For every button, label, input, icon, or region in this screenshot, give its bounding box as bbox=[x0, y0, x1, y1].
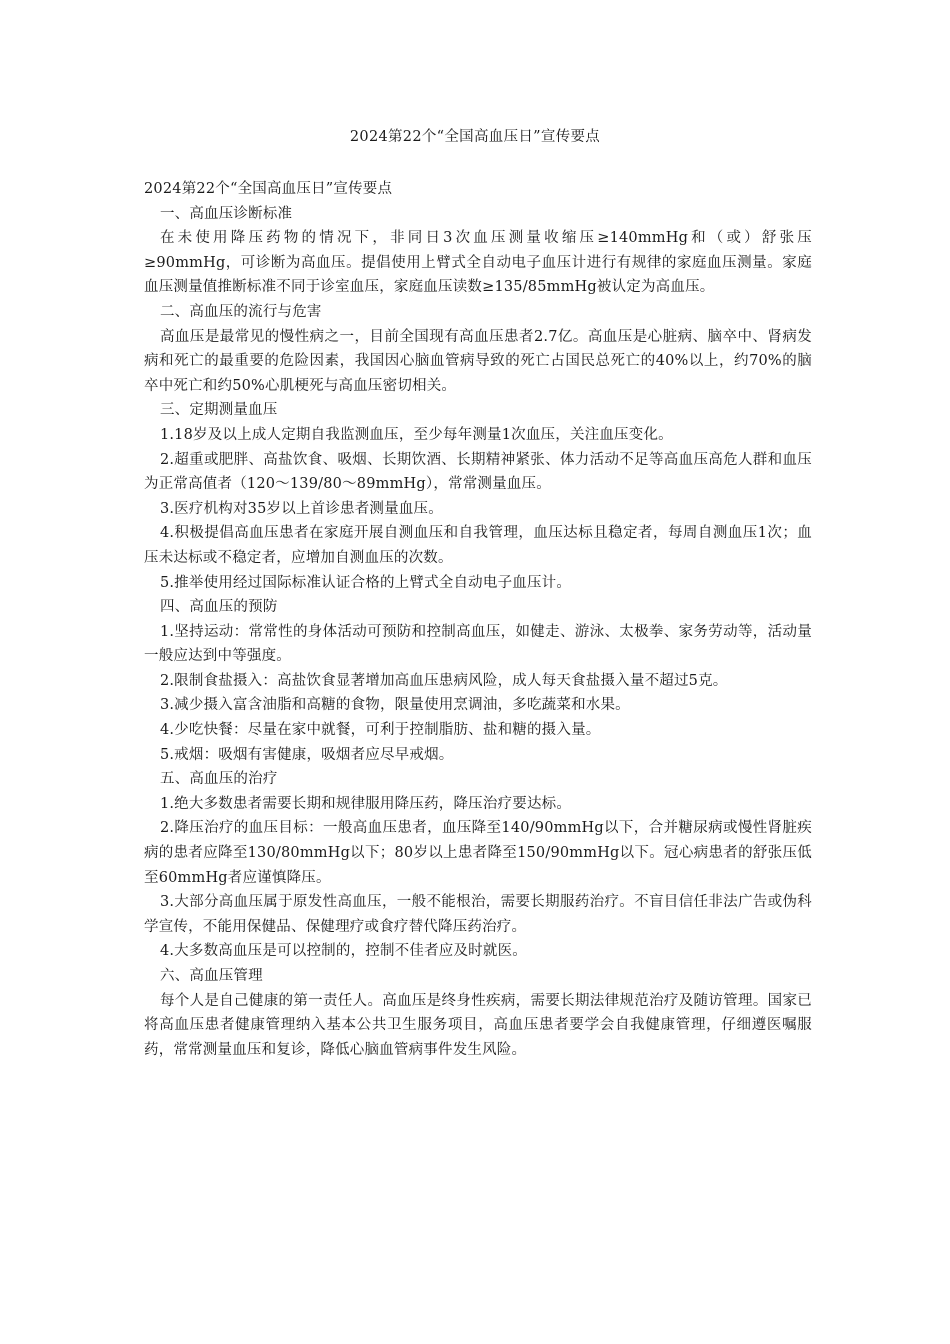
section-heading-4: 四、高血压的预防 bbox=[159, 599, 278, 616]
list-item: 2.降压治疗的血压目标：一般高血压患者，血压降至140/90mmHg以下，合并糖尿病或慢性肾脏疾病的患者应降至130/80mmHg以下；80岁以上患者降至150/90mmHg以下。冠心病患者的舒张压低至60mmHg者应谨慎降压。 bbox=[144, 820, 812, 886]
list-item: 2.超重或肥胖、高盐饮食、吸烟、长期饮酒、长期精神紧张、体力活动不足等高血压高危人群和血压为正常高值者（120～139/80～89mmHg），常常测量血压。 bbox=[144, 451, 812, 493]
list-item: 1.坚持运动：常常性的身体活动可预防和控制高血压，如健走、游泳、太极拳、家务劳动等，活动量一般应达到中等强度。 bbox=[144, 623, 812, 665]
list-item: 4.少吃快餐：尽量在家中就餐，可利于控制脂肪、盐和糖的摄入量。 bbox=[159, 722, 601, 739]
section-heading-2: 二、高血压的流行与危害 bbox=[159, 303, 322, 320]
list-item: 2.限制食盐摄入：高盐饮食显著增加高血压患病风险，成人每天食盐摄入量不超过5克。 bbox=[159, 672, 728, 689]
list-item: 3.大部分高血压属于原发性高血压，一般不能根治，需要长期服药治疗。不盲目信任非法广告或伪科学宣传，不能用保健品、保健理疗或食疗替代降压药治疗。 bbox=[144, 894, 812, 935]
document-body bbox=[144, 177, 812, 1062]
paragraph-subtitle: 2024第22个“全国高血压日”宣传要点 bbox=[144, 181, 393, 197]
list-item: 4.积极提倡高血压患者在家庭开展自测血压和自我管理，血压达标且稳定者，每周自测血压1次；血压未达标或不稳定者，应增加自测血压的次数。 bbox=[144, 525, 812, 566]
paragraph: 在未使用降压药物的情况下，非同日3次血压测量收缩压≥140mmHg和（或）舒张压≥90mmHg，可诊断为高血压。提倡使用上臂式全自动电子血压计进行有规律的家庭血压测量。家庭血压测量值推断标准不同于诊室血压，家庭血压读数≥135/85mmHg被认定为高血压。 bbox=[144, 230, 812, 296]
paragraph: 每个人是自己健康的第一责任人。高血压是终身性疾病，需要长期法律规范治疗及随访管理。国家已将高血压患者健康管理纳入基本公共卫生服务项目，高血压患者要学会自我健康管理，仔细遵医嘱服药，常常测量血压和复诊，降低心脑血管病事件发生风险。 bbox=[144, 992, 812, 1058]
list-item: 4.大多数高血压是可以控制的，控制不佳者应及时就医。 bbox=[159, 943, 527, 960]
list-item: 1.绝大多数患者需要长期和规律服用降压药，降压治疗要达标。 bbox=[159, 795, 572, 812]
paragraph: 高血压是最常见的慢性病之一，目前全国现有高血压患者2.7亿。高血压是心脏病、脑卒中、肾病发病和死亡的最重要的危险因素，我国因心脑血管病导致的死亡占国民总死亡的40%以上，约70%的脑卒中死亡和约50%心肌梗死与高血压密切相关。 bbox=[144, 328, 812, 394]
list-item: 5.戒烟：吸烟有害健康，吸烟者应尽早戒烟。 bbox=[159, 746, 454, 763]
document-title: 2024第22个“全国高血压日”宣传要点 bbox=[349, 129, 601, 145]
section-heading-3: 三、定期测量血压 bbox=[159, 402, 278, 419]
section-heading-5: 五、高血压的治疗 bbox=[159, 771, 278, 788]
list-item: 3.医疗机构对35岁以上首诊患者测量血压。 bbox=[159, 500, 443, 517]
section-heading-6: 六、高血压管理 bbox=[159, 968, 263, 984]
section-heading-1: 一、高血压诊断标准 bbox=[159, 205, 293, 222]
list-item: 3.减少摄入富含油脂和高糖的食物，限量使用烹调油，多吃蔬菜和水果。 bbox=[159, 697, 630, 714]
list-item: 1.18岁及以上成人定期自我监测血压，至少每年测量1次血压，关注血压变化。 bbox=[159, 426, 673, 443]
list-item: 5.推举使用经过国际标准认证合格的上臂式全自动电子血压计。 bbox=[159, 574, 572, 591]
